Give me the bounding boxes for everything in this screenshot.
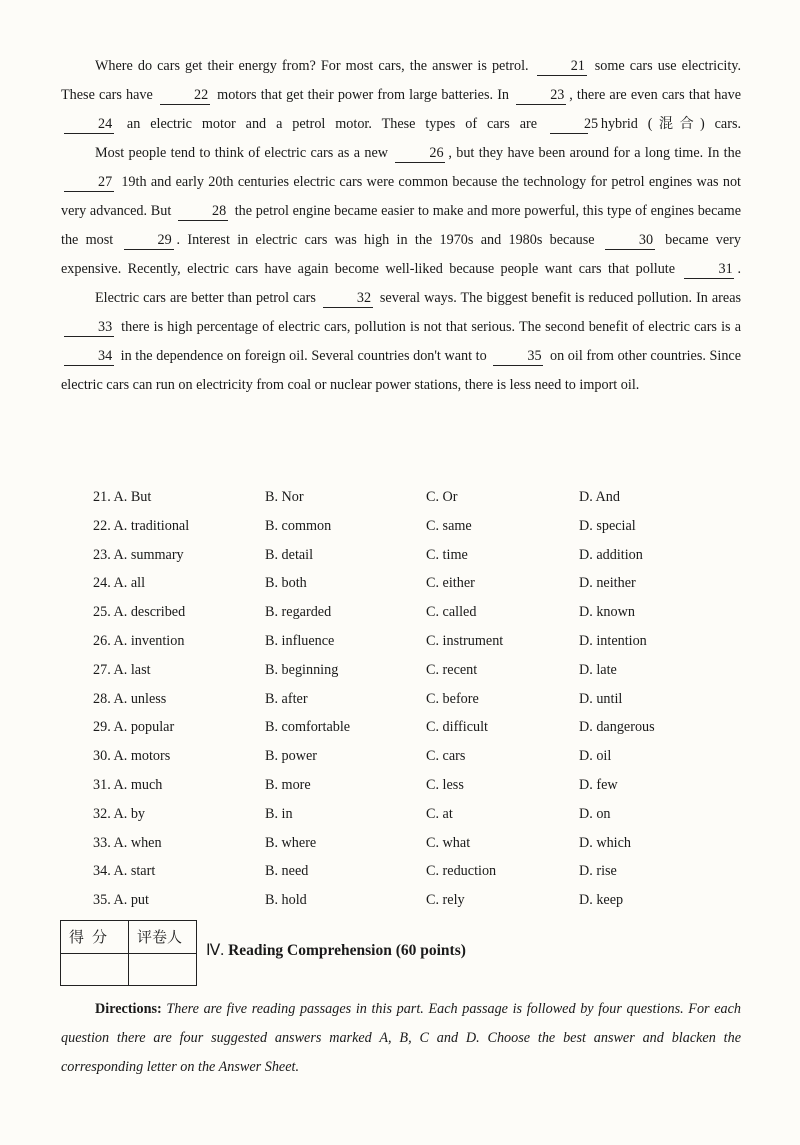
option-a <box>93 742 170 771</box>
option-text: A. all <box>113 575 146 592</box>
section-heading <box>206 941 466 960</box>
option-a <box>93 627 184 656</box>
option-text: A. much <box>113 776 163 793</box>
blank-32: 32 <box>323 289 373 308</box>
option-a <box>93 598 185 627</box>
option-c: C. what <box>426 834 471 851</box>
blank-28: 28 <box>178 202 228 221</box>
option-text: A. But <box>113 489 152 505</box>
passage-text: an electric motor and a petrol motor. These types of cars are <box>126 116 538 132</box>
cloze-passage <box>61 52 741 400</box>
passage-text: became very expensive. Recently, electric cars have again become well-liked because people want cars that pollute <box>61 232 741 277</box>
question-number: 26. <box>93 632 111 649</box>
question-row <box>93 569 733 598</box>
option-a <box>93 569 145 598</box>
option-d: D. dangerous <box>579 719 655 736</box>
blank-33: 33 <box>64 318 114 337</box>
option-text: A. by <box>113 805 146 822</box>
option-d: D. which <box>579 834 632 851</box>
question-row <box>93 483 733 512</box>
option-d: D. And <box>579 489 620 505</box>
passage-text: hybrid (混合) cars. <box>600 116 742 132</box>
option-text: A. traditional <box>113 517 190 534</box>
option-a <box>93 512 189 541</box>
question-number: 30. <box>93 748 111 765</box>
blank-30: 30 <box>605 231 655 250</box>
question-number: 22. <box>93 517 111 534</box>
option-d: D. intention <box>579 632 647 649</box>
option-a <box>93 886 149 915</box>
question-number: 33. <box>93 834 111 851</box>
option-c: C. recent <box>426 661 478 678</box>
passage-text: Electric cars are better than petrol cars <box>95 290 316 306</box>
question-number: 29. <box>93 719 111 736</box>
option-c: C. same <box>426 517 472 534</box>
option-b: B. in <box>265 805 293 822</box>
option-text: A. invention <box>113 632 185 649</box>
option-a <box>93 857 155 886</box>
question-number: 24. <box>93 575 111 592</box>
blank-24: 24 <box>64 115 114 134</box>
question-row <box>93 857 733 886</box>
question-row <box>93 598 733 627</box>
option-a <box>93 713 174 742</box>
option-d: D. known <box>579 604 635 621</box>
option-c: C. cars <box>426 748 466 765</box>
blank-31: 31 <box>684 260 734 279</box>
question-number: 27. <box>93 661 111 678</box>
option-b: B. comfortable <box>265 719 351 736</box>
option-b: B. more <box>265 776 311 793</box>
score-label: 得分 <box>69 928 116 946</box>
blank-23: 23 <box>516 86 566 105</box>
question-number: 25. <box>93 604 111 621</box>
option-a <box>93 656 151 685</box>
option-d: D. addition <box>579 546 643 563</box>
option-text: A. put <box>113 892 149 909</box>
question-row <box>93 713 733 742</box>
option-a <box>93 483 151 512</box>
question-row <box>93 886 733 915</box>
option-b: B. regarded <box>265 604 332 621</box>
question-row <box>93 627 733 656</box>
option-d: D. oil <box>579 748 612 765</box>
option-b: B. beginning <box>265 661 339 678</box>
passage-text: 19th and early 20th centuries electric cars were common because the technology for petrol engines was not very advanced. But <box>61 174 741 219</box>
section-numeral: Ⅳ. <box>206 942 225 959</box>
paragraph-3 <box>61 284 741 400</box>
option-d: D. neither <box>579 575 636 592</box>
option-d: D. special <box>579 517 636 534</box>
option-a <box>93 541 184 570</box>
option-c: C. time <box>426 546 468 563</box>
passage-text: there is high percentage of electric cars, pollution is not that serious. The second benefit of electric cars is a <box>121 319 741 335</box>
answer-options-list <box>93 483 733 915</box>
passage-text: motors that get their power from large batteries. In <box>217 87 510 103</box>
option-a <box>93 800 145 829</box>
blank-25: 25 <box>550 115 588 134</box>
option-c: C. at <box>426 805 453 822</box>
option-c: C. instrument <box>426 632 504 649</box>
passage-text: . <box>737 261 742 277</box>
option-d: D. rise <box>579 863 617 880</box>
passage-text: the petrol engine became easier to make and more powerful, this type of engines became the most <box>61 203 742 248</box>
passage-text: . Interest in electric cars was high in the 1970s and 1980s because <box>176 232 595 248</box>
option-d: D. keep <box>579 892 624 909</box>
passage-text: , but they have been around for a long time. In the <box>448 145 741 161</box>
option-b: B. both <box>265 575 307 592</box>
directions-text: There are five reading passages in this part. Each passage is followed by four questions. For each question there are four suggested answers marked A, B, C and D. Choose the best answer and blacken the corresponding letter on the Answer Sheet. <box>61 1001 741 1075</box>
option-a <box>93 685 166 714</box>
blank-29: 29 <box>124 231 174 250</box>
option-d: D. on <box>579 805 611 822</box>
option-text: A. unless <box>113 690 167 707</box>
blank-21: 21 <box>537 57 587 76</box>
option-b: B. hold <box>265 892 307 909</box>
question-row <box>93 656 733 685</box>
passage-text: in the dependence on foreign oil. Several countries don't want to <box>120 348 487 364</box>
option-b: B. need <box>265 863 309 880</box>
blank-27: 27 <box>64 173 114 192</box>
passage-text: on oil from other countries. Since electric cars can run on electricity from coal or nuclear power stations, there is less need to import oil. <box>61 348 742 393</box>
grader-label: 评卷人 <box>137 928 183 946</box>
option-c: C. reduction <box>426 863 497 880</box>
option-a <box>93 771 162 800</box>
option-b: B. where <box>265 834 317 851</box>
passage-text: Where do cars get their energy from? For most cars, the answer is petrol. <box>95 58 529 74</box>
section-points: (60 points) <box>395 942 466 959</box>
question-number: 28. <box>93 690 111 707</box>
option-b: B. power <box>265 748 318 765</box>
question-row <box>93 512 733 541</box>
directions-paragraph <box>61 995 741 1082</box>
option-text: A. last <box>113 661 151 678</box>
option-text: A. when <box>113 834 162 851</box>
passage-text: some cars use electricity. These cars have <box>61 58 742 103</box>
option-c: C. before <box>426 690 479 707</box>
option-c: C. either <box>426 575 475 592</box>
option-b: B. influence <box>265 632 335 649</box>
question-row <box>93 742 733 771</box>
blank-35: 35 <box>493 347 543 366</box>
question-number: 21. <box>93 489 111 505</box>
blank-22: 22 <box>160 86 210 105</box>
option-d: D. until <box>579 690 623 707</box>
blank-34: 34 <box>64 347 114 366</box>
option-c: C. called <box>426 604 477 621</box>
question-row <box>93 771 733 800</box>
score-box-divider <box>61 953 196 954</box>
option-text: A. start <box>113 863 156 880</box>
question-row <box>93 829 733 858</box>
option-text: A. motors <box>113 748 171 765</box>
passage-text: several ways. The biggest benefit is reduced pollution. In areas <box>379 290 742 306</box>
question-number: 31. <box>93 776 111 793</box>
question-row <box>93 685 733 714</box>
option-text: A. described <box>113 604 186 621</box>
option-d: D. late <box>579 661 617 678</box>
directions <box>61 995 741 1082</box>
section-title: Reading Comprehension <box>228 942 392 959</box>
question-row <box>93 800 733 829</box>
option-b: B. Nor <box>265 489 304 505</box>
option-b: B. after <box>265 690 308 707</box>
paragraph-2 <box>61 139 741 284</box>
blank-26: 26 <box>395 144 445 163</box>
option-text: A. popular <box>113 719 175 736</box>
directions-label: Directions: <box>95 1001 162 1017</box>
option-c: C. Or <box>426 489 458 505</box>
question-number: 32. <box>93 805 111 822</box>
option-b: B. common <box>265 517 332 534</box>
option-c: C. rely <box>426 892 465 909</box>
passage-text: Most people tend to think of electric cars as a new <box>95 145 389 161</box>
question-number: 35. <box>93 892 111 909</box>
option-c: C. difficult <box>426 719 489 736</box>
question-row <box>93 541 733 570</box>
option-c: C. less <box>426 776 464 793</box>
paragraph-1 <box>61 52 741 139</box>
passage-text: , there are even cars that have <box>569 87 742 103</box>
option-text: A. summary <box>113 546 184 563</box>
option-b: B. detail <box>265 546 314 563</box>
score-box <box>60 920 197 986</box>
option-d: D. few <box>579 776 618 793</box>
question-number: 34. <box>93 863 111 880</box>
option-a <box>93 829 162 858</box>
question-number: 23. <box>93 546 111 563</box>
